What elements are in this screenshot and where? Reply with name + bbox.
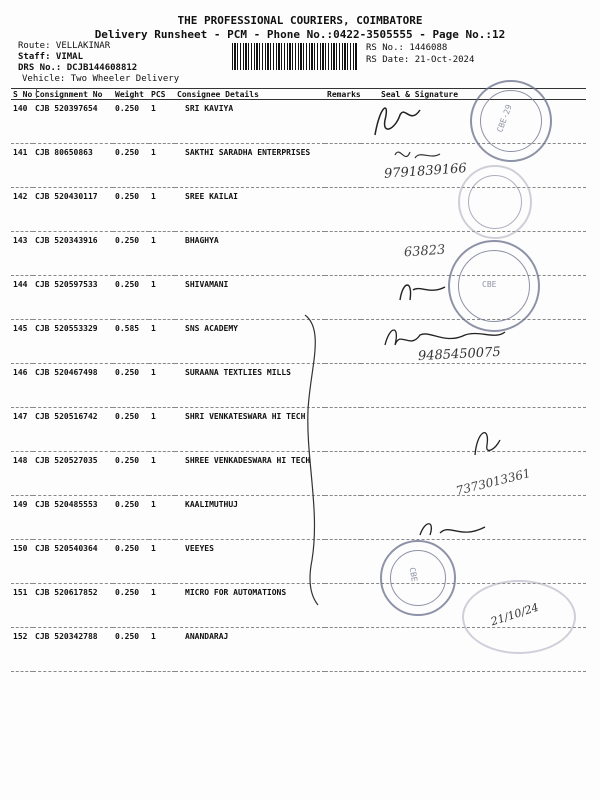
row-consignee: KAALIMUTHUJ bbox=[175, 496, 325, 540]
row-sno: 141 bbox=[11, 144, 33, 188]
row-consignment-no: CJB 80650863 bbox=[33, 144, 113, 188]
row-pcs: 1 bbox=[149, 452, 175, 496]
signature-141 bbox=[390, 140, 450, 170]
row-consignment-no: CJB 520597533 bbox=[33, 276, 113, 320]
row-consignment-no: CJB 520553329 bbox=[33, 320, 113, 364]
handwritten-bracket bbox=[290, 310, 330, 610]
row-pcs: 1 bbox=[149, 584, 175, 628]
row-sno: 145 bbox=[11, 320, 33, 364]
row-pcs: 1 bbox=[149, 408, 175, 452]
faded-seal bbox=[458, 165, 532, 239]
row-sno: 144 bbox=[11, 276, 33, 320]
row-weight: 0.250 bbox=[113, 452, 149, 496]
row-pcs: 1 bbox=[149, 188, 175, 232]
automation-seal bbox=[380, 540, 456, 616]
row-consignee: SAKTHI SARADHA ENTERPRISES bbox=[175, 144, 325, 188]
staff-label: Staff: VIMAL bbox=[18, 52, 84, 62]
row-pcs: 1 bbox=[149, 320, 175, 364]
row-remarks bbox=[325, 584, 361, 628]
handwritten-note-143: 63823 bbox=[403, 242, 446, 261]
row-pcs: 1 bbox=[149, 628, 175, 672]
row-pcs: 1 bbox=[149, 144, 175, 188]
row-consignee: SHRI VENKATESWARA HI TECH bbox=[175, 408, 325, 452]
row-remarks bbox=[325, 452, 361, 496]
row-consignee: VEEYES bbox=[175, 540, 325, 584]
row-remarks bbox=[325, 320, 361, 364]
row-weight: 0.250 bbox=[113, 408, 149, 452]
row-remarks bbox=[325, 144, 361, 188]
row-consignment-no: CJB 520467498 bbox=[33, 364, 113, 408]
barcode bbox=[232, 43, 358, 70]
row-sno: 151 bbox=[11, 584, 33, 628]
row-consignee: SREE KAILAI bbox=[175, 188, 325, 232]
row-sno: 150 bbox=[11, 540, 33, 584]
row-remarks bbox=[325, 408, 361, 452]
row-weight: 0.250 bbox=[113, 276, 149, 320]
row-weight: 0.250 bbox=[113, 364, 149, 408]
col-remarks: Remarks bbox=[327, 89, 361, 99]
row-consignee: ANANDARAJ bbox=[175, 628, 325, 672]
vehicle-label: Vehicle: Two Wheeler Delivery bbox=[22, 74, 180, 84]
row-consignee: SURAANA TEXTLIES MILLS bbox=[175, 364, 325, 408]
handwritten-phone-146: 9485450075 bbox=[417, 344, 502, 365]
row-consignee: MICRO FOR AUTOMATIONS bbox=[175, 584, 325, 628]
row-consignment-no: CJB 520540364 bbox=[33, 540, 113, 584]
row-weight: 0.250 bbox=[113, 188, 149, 232]
row-weight: 0.250 bbox=[113, 540, 149, 584]
row-remarks bbox=[325, 540, 361, 584]
signature-144 bbox=[395, 275, 455, 305]
row-pcs: 1 bbox=[149, 100, 175, 144]
row-remarks bbox=[325, 100, 361, 144]
col-signature: Seal & Signature bbox=[361, 89, 586, 100]
row-weight: 0.585 bbox=[113, 320, 149, 364]
automation-seal-city: CBE bbox=[407, 566, 419, 583]
row-weight: 0.250 bbox=[113, 232, 149, 276]
row-pcs: 1 bbox=[149, 540, 175, 584]
signature-148 bbox=[465, 420, 505, 460]
row-remarks bbox=[325, 364, 361, 408]
signature-146 bbox=[375, 320, 515, 355]
row-consignment-no: CJB 520516742 bbox=[33, 408, 113, 452]
row-consignment-no: CJB 520342788 bbox=[33, 628, 113, 672]
row-remarks bbox=[325, 232, 361, 276]
signature-140 bbox=[360, 95, 440, 145]
row-sno: 148 bbox=[11, 452, 33, 496]
row-remarks bbox=[325, 188, 361, 232]
rs-date: RS Date: 21-Oct-2024 bbox=[366, 55, 475, 65]
row-remarks bbox=[325, 496, 361, 540]
row-consignment-no: CJB 520617852 bbox=[33, 584, 113, 628]
row-consignee: SRI KAVIYA bbox=[175, 100, 325, 144]
col-pcs: PCS bbox=[149, 89, 175, 100]
handwritten-phone-141: 9791839166 bbox=[383, 161, 468, 182]
rs-number: RS No.: 1446088 bbox=[366, 43, 448, 53]
row-consignment-no: CJB 520527035 bbox=[33, 452, 113, 496]
handwritten-date-152: 21/10/24 bbox=[489, 600, 541, 629]
row-pcs: 1 bbox=[149, 496, 175, 540]
row-consignment-no: CJB 520397654 bbox=[33, 100, 113, 144]
row-consignee: SNS ACADEMY bbox=[175, 320, 325, 364]
row-sno: 149 bbox=[11, 496, 33, 540]
route-label: Route: VELLAKINAR bbox=[18, 41, 111, 51]
row-sno: 142 bbox=[11, 188, 33, 232]
row-pcs: 1 bbox=[149, 232, 175, 276]
row-sno: 146 bbox=[11, 364, 33, 408]
row-weight: 0.250 bbox=[113, 496, 149, 540]
drs-label: DRS No.: DCJB144608812 bbox=[18, 63, 138, 73]
row-remarks bbox=[325, 276, 361, 320]
signature-151 bbox=[415, 515, 495, 545]
row-consignment-no: CJB 520430117 bbox=[33, 188, 113, 232]
row-consignment-no: CJB 520343916 bbox=[33, 232, 113, 276]
col-sno: S No bbox=[13, 89, 33, 99]
row-sno: 152 bbox=[11, 628, 33, 672]
row-consignee: SHIVAMANI bbox=[175, 276, 325, 320]
engineering-seal bbox=[470, 80, 552, 162]
row-sno: 147 bbox=[11, 408, 33, 452]
row-remarks bbox=[325, 628, 361, 672]
row-pcs: 1 bbox=[149, 276, 175, 320]
row-pcs: 1 bbox=[149, 364, 175, 408]
handwritten-phone-149: 7373013361 bbox=[454, 465, 532, 499]
row-weight: 0.250 bbox=[113, 628, 149, 672]
row-sno: 140 bbox=[11, 100, 33, 144]
row-consignee: SHREE VENKADESWARA HI TECH bbox=[175, 452, 325, 496]
col-consignee: Consignee Details bbox=[175, 89, 325, 100]
company-seal-city: CBE bbox=[482, 280, 497, 289]
row-weight: 0.250 bbox=[113, 144, 149, 188]
row-consignee: BHAGHYA bbox=[175, 232, 325, 276]
seal-city: CBE-29 bbox=[495, 103, 514, 134]
runsheet-subtitle: Delivery Runsheet - PCM - Phone No.:0422-3505555 - Page No.:12 bbox=[94, 28, 506, 41]
col-weight: Weight bbox=[113, 89, 149, 100]
company-seal bbox=[448, 240, 540, 332]
row-signature bbox=[361, 364, 586, 408]
row-weight: 0.250 bbox=[113, 584, 149, 628]
row-weight: 0.250 bbox=[113, 100, 149, 144]
row-consignment-no: CJB 520485553 bbox=[33, 496, 113, 540]
col-consignment: Consignment No bbox=[33, 89, 113, 100]
divider bbox=[36, 88, 37, 98]
row-sno: 143 bbox=[11, 232, 33, 276]
company-title: THE PROFESSIONAL COURIERS, COIMBATORE bbox=[177, 14, 423, 27]
